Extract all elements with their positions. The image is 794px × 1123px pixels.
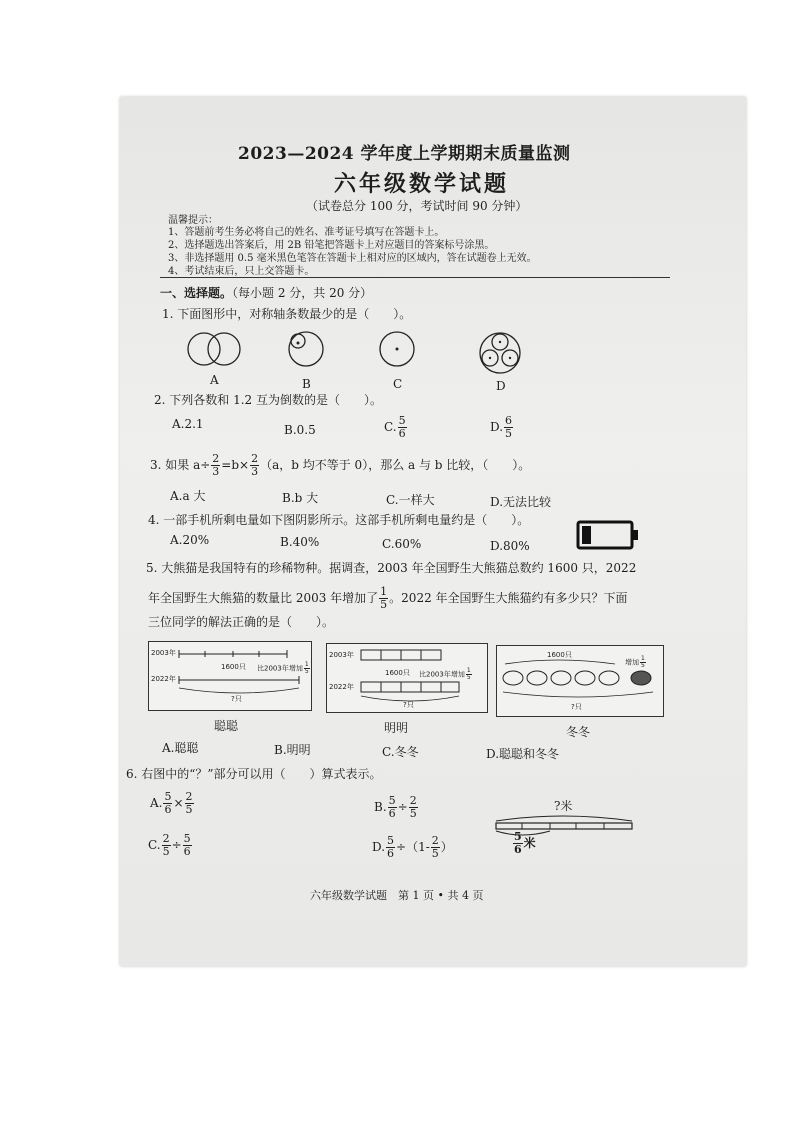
q5-name-mingming: 明明	[384, 721, 409, 735]
q3-option-a: A.a 大	[170, 489, 206, 503]
q1-figure-b	[289, 332, 323, 366]
q6-option-b: B. $\frac{5}{6}$ ÷ $\frac{2}{5}$	[374, 794, 417, 820]
notice-label: 温馨提示：	[168, 215, 218, 226]
q1-label-b: B	[302, 377, 311, 391]
q3-fraction-1: $\frac{2}{3}$	[212, 452, 220, 478]
q6-figure-question: ?米	[554, 799, 573, 813]
q3-stem: 3. 如果 a÷ $\frac{2}{3}$ =b× $\frac{2}{3}$ （a，b 均不等于 0），那么 a 与 b 比较，（ ）。	[150, 452, 531, 478]
section-title-text: 一、选择题。	[160, 286, 233, 300]
q6-option-a: A. $\frac{5}{6}$ × $\frac{2}{5}$	[150, 790, 193, 816]
q4-option-c: C.60%	[382, 537, 422, 551]
q5-diagram-congcong	[148, 641, 312, 711]
q2-option-b: B.0.5	[284, 423, 316, 437]
notice-item-1: 1、答题前考生务必将自己的姓名、准考证号填写在答题卡上。	[168, 227, 445, 238]
q5-diagram-mingming	[326, 643, 488, 713]
d1-increase: 比2003年增加 $\frac{1}{5}$	[257, 661, 309, 675]
q3-option-d: D.无法比较	[490, 495, 552, 509]
q4-option-b: B.40%	[280, 535, 320, 549]
q1-label-d: D	[496, 379, 506, 393]
q1-figure-a	[188, 333, 240, 365]
d3-question: ?只	[571, 703, 582, 711]
q1-figure-d	[480, 333, 520, 373]
q1-figures	[184, 329, 524, 377]
q2-stem: 2. 下列各数和 1.2 互为倒数的是（ ）。	[154, 393, 382, 407]
q2-option-c: C. $\frac{5}{6}$	[384, 414, 406, 440]
q5-line-2: 年全国野生大熊猫的数量比 2003 年增加了 $\frac{1}{5}$ 。2022 年全国野生大熊猫约有多少只？下面	[148, 585, 628, 611]
d1-year-2022: 2022年	[151, 675, 176, 683]
d1-lines	[149, 642, 311, 710]
q5-option-c: C.冬冬	[382, 745, 419, 759]
notice-item-3: 3、非选择题用 0.5 毫米黑色笔答在答题卡上相对应的区域内，答在试题卷上无效。	[168, 253, 537, 264]
q1-figure-c	[380, 332, 414, 366]
q2-d-fraction: $\frac{6}{5}$	[505, 414, 513, 440]
q1-label-c: C	[393, 377, 403, 391]
exam-subject: 六年级数学试题	[334, 171, 510, 197]
q5-fraction: $\frac{1}{5}$	[380, 585, 388, 611]
exam-title: 2023—2024 学年度上学期期末质量监测	[238, 144, 571, 164]
d1-question: ?只	[231, 695, 242, 703]
exam-info: （试卷总分 100 分，考试时间 90 分钟）	[306, 199, 528, 213]
q1-stem: 1. 下面图形中，对称轴条数最少的是（ ）。	[162, 307, 412, 321]
q6-option-c: C. $\frac{2}{5}$ ÷ $\frac{5}{6}$	[148, 832, 191, 858]
q4-battery-icon	[576, 519, 640, 551]
q6-stem: 6. 右图中的“？”部分可以用（ ）算式表示。	[126, 767, 382, 781]
q2-option-a: A.2.1	[172, 417, 204, 431]
section-note: （每小题 2 分，共 20 分）	[232, 286, 373, 300]
q3-fraction-2: $\frac{2}{3}$	[251, 452, 259, 478]
q6-option-d: D. $\frac{5}{6}$ ÷（1- $\frac{2}{5}$ ）	[372, 834, 453, 860]
d2-increase: 比2003年增加 $\frac{1}{5}$	[419, 667, 471, 681]
d1-count: 1600只	[221, 663, 246, 671]
q4-option-d: D.80%	[490, 539, 530, 553]
q2-option-d: D. $\frac{6}{5}$	[490, 414, 513, 440]
notice-item-2: 2、选择题选出答案后，用 2B 铅笔把答题卡上对应题目的答案标号涂黑。	[168, 240, 495, 251]
section-title	[160, 284, 372, 301]
q5-name-congcong: 聪聪	[214, 719, 239, 733]
q5-line-1: 5. 大熊猫是我国特有的珍稀物种。据调查，2003 年全国野生大熊猫总数约 1600 只，2022	[146, 561, 637, 575]
exam-paper	[120, 97, 746, 966]
d2-year-2022: 2022年	[329, 683, 354, 691]
q5-name-dongdong: 冬冬	[566, 725, 591, 739]
d2-year-2003: 2003年	[329, 651, 354, 659]
q1-label-a: A	[210, 373, 219, 387]
q5-option-a: A.聪聪	[162, 741, 199, 755]
header-divider	[160, 277, 670, 278]
d2-question: ?只	[403, 701, 414, 709]
q5-line-3: 三位同学的解法正确的是（ ）。	[148, 615, 335, 629]
q5-option-d: D.聪聪和冬冬	[486, 747, 560, 761]
notice-item-4: 4、考试结束后，只上交答题卡。	[168, 266, 315, 277]
q5-option-b: B.明明	[274, 743, 311, 757]
q5-diagram-dongdong	[496, 645, 664, 717]
d2-count: 1600只	[385, 669, 410, 677]
q2-c-fraction: $\frac{5}{6}$	[398, 414, 406, 440]
d1-year-2003: 2003年	[151, 649, 176, 657]
q4-stem: 4. 一部手机所剩电量如下图阴影所示。这部手机所剩电量约是（ ）。	[148, 513, 530, 527]
d3-count: 1600只	[547, 651, 572, 659]
q3-option-c: C.一样大	[386, 493, 435, 507]
page-footer: 六年级数学试题 第 1 页 • 共 4 页	[310, 889, 484, 902]
q6-figure-length: $\frac{5}{6}$ 米	[514, 830, 536, 856]
d3-increase: 增加 $\frac{1}{5}$	[625, 655, 645, 669]
q3-option-b: B.b 大	[282, 491, 319, 505]
q4-option-a: A.20%	[170, 533, 210, 547]
